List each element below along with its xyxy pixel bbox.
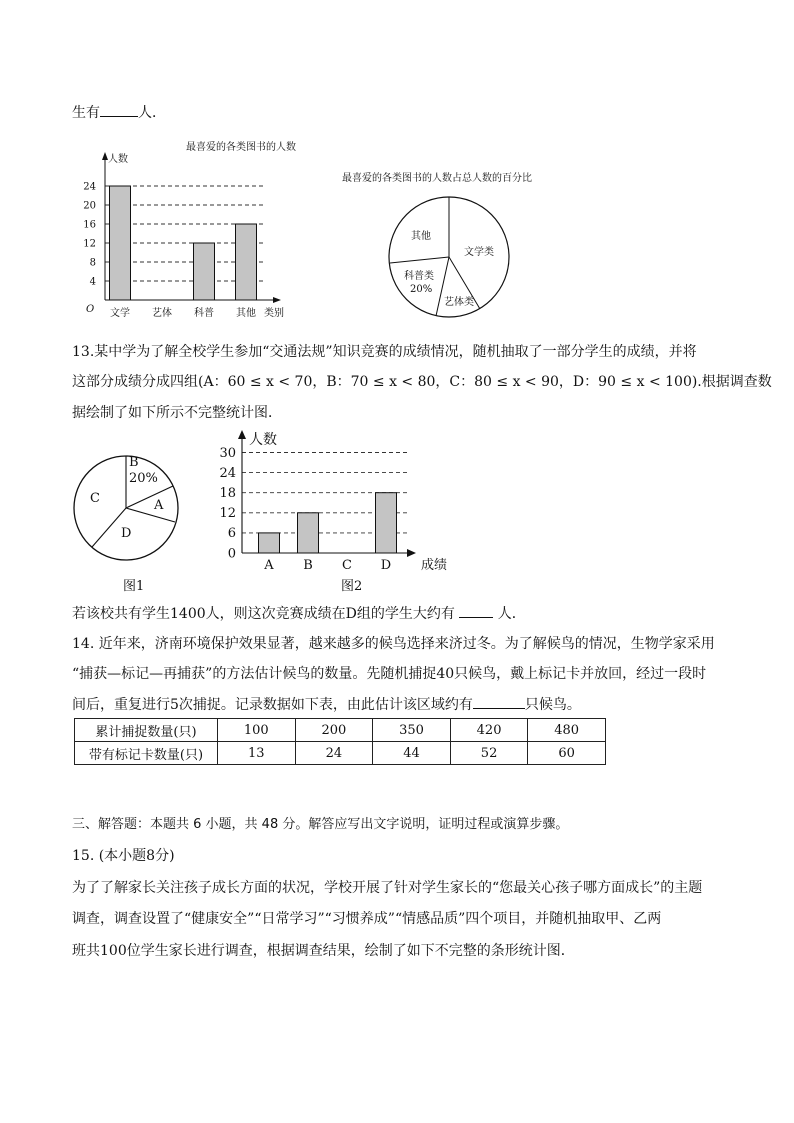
table-cell: 24 [295,742,373,765]
table-cell: 350 [373,719,451,742]
y-tick-label: 8 [89,257,96,269]
bar [236,224,257,300]
table-cell: 60 [528,742,606,765]
pie-slice-label-other: 其他 [411,231,431,242]
y-tick-label: 6 [227,526,236,542]
y-tick-label: 24 [219,465,236,481]
bar [259,533,280,553]
y-tick-label: 12 [219,506,236,522]
pie-slice-label-c: C [90,491,100,506]
y-tick-label: 18 [219,486,236,502]
y-tick-label: 24 [83,181,96,193]
bar [194,243,215,300]
pie-slice-value-b: 20% [129,471,158,486]
figure-2-caption: 图2 [341,579,363,594]
q14-line-1: 14. 近年来，济南环境保护效果显著，越来越多的候鸟选择来济过冬。为了解候鸟的情况，生物学家采用 [72,636,715,652]
y-axis-label: 人数 [249,432,277,448]
q13-line-3: 据绘制了如下所示不完整统计图． [72,405,282,421]
y-tick-label: 0 [227,546,236,562]
y-tick-label: 12 [83,238,96,250]
table-cell: 13 [218,742,296,765]
q15-line-2: 调查，调查设置了“健康安全”“日常学习”“习惯养成”“情感品质”四个项目，并随机抽取甲、乙两 [72,911,662,927]
pie-slice-label-d: D [121,526,132,541]
bar [298,513,319,553]
table-cell: 44 [373,742,451,765]
q12-answer-line: 生有 人． [72,102,166,123]
q13-line-1: 13.某中学为了解全校学生参加“交通法规”知识竞赛的成绩情况，随机抽取了一部分学生的成绩，并将 [72,344,697,360]
y-tick-label: 30 [219,445,236,461]
y-tick-label: 4 [89,276,96,288]
answer-blank[interactable] [459,603,493,618]
q15-title: 15. (本小题8分) [72,848,175,864]
q15-line-1: 为了了解家长关注孩子成长方面的状况，学校开展了针对学生家长的“您最关心孩子哪方面成长”的主题 [72,880,703,896]
table-row-header: 累计捕捉数量(只) [75,719,218,742]
pie-slice-label-b: B [129,455,139,470]
x-tick-label: 文学 [110,308,130,319]
table-row [75,719,606,742]
q14-line-2: “捕获—标记—再捕获”的方法估计候鸟的数量。先随机捕捉40只候鸟，戴上标记卡并放回，经过一段时 [72,666,707,682]
x-axis-arrow [273,297,281,303]
answer-blank[interactable] [100,102,138,117]
x-tick-label: 科普 [194,308,214,319]
y-tick-label: 20 [83,200,96,212]
pie-chart-title: 最喜爱的各类图书的人数占总人数的百分比 [342,173,532,184]
x-tick-label: 艺体 [152,308,172,319]
pie-slice-label-art: 艺体类 [444,297,474,308]
bar [110,186,131,300]
table-row [75,742,606,765]
pie-slice-label-a: A [154,498,164,513]
x-axis-label: 成绩 [421,558,448,573]
y-tick-label: 16 [83,219,96,231]
pie-slice-label-science: 科普类 [404,271,434,282]
pie-slice-value-science: 20% [410,284,433,295]
y-axis-label: 人数 [108,154,128,165]
x-tick-label: A [264,558,274,573]
table-cell: 480 [528,719,606,742]
figure-1-caption: 图1 [123,579,145,594]
q15-line-3: 班共100位学生家长进行调查，根据调查结果，绘制了如下不完整的条形统计图． [72,943,575,959]
y-axis-arrow [238,430,246,439]
table-cell: 420 [450,719,528,742]
x-axis-arrow [407,549,416,557]
pie-slice-label-literature: 文学类 [464,247,494,258]
book-bar-chart [78,134,298,324]
x-tick-label: 其他 [236,308,256,319]
x-tick-label: B [303,558,313,573]
section-3-heading: 三、解答题：本题共 6 小题，共 48 分。解答应写出文字说明，证明过程或演算步骤。 [72,817,569,832]
q13-question: 若该校共有学生1400人，则这次竞赛成绩在D组的学生大约有 人． [72,603,526,624]
capture-record-table [74,718,606,765]
x-tick-label: D [380,558,392,573]
score-bar-chart [210,425,460,595]
book-pie-chart [335,166,565,322]
origin-label: O [86,304,95,315]
score-pie-chart [70,444,190,594]
answer-blank[interactable] [473,694,525,709]
x-tick-label: C [342,558,352,573]
q14-line-3: 间后，重复进行5次捕捉。记录数据如下表，由此估计该区域约有 只候鸟。 [72,694,581,715]
table-cell: 52 [450,742,528,765]
table-cell: 100 [218,719,296,742]
table-cell: 200 [295,719,373,742]
q13-line-2: 这部分成绩分成四组(A：60 ≤ x < 70，B：70 ≤ x < 80，C：80 ≤ x < 90，D：90 ≤ x < 100).根据调查数 [72,374,772,390]
bar [376,493,397,553]
bar-chart-title: 最喜爱的各类图书的人数 [186,142,296,153]
table-row-header: 带有标记卡数量(只) [75,742,218,765]
x-axis-label: 类别 [264,308,284,319]
